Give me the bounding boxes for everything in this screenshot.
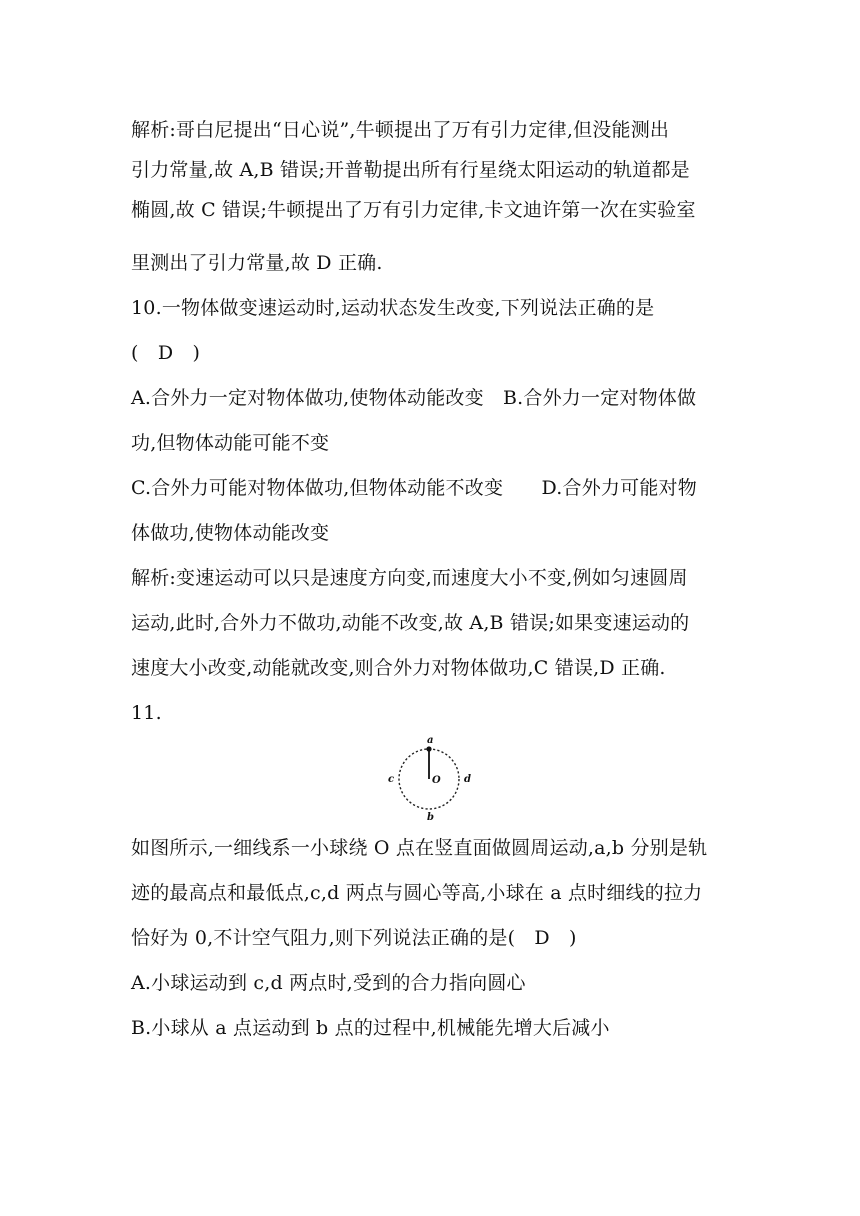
label-a: a xyxy=(427,735,434,746)
text-line: 引力常量,故 A,B 错误;开普勒提出所有行星绕太阳运动的轨道都是 xyxy=(131,159,690,181)
option-line: A.合外力一定对物体做功,使物体动能改变 B.合外力一定对物体做 xyxy=(131,387,697,409)
text-line: 恰好为 0,不计空气阻力,则下列说法正确的是( D ) xyxy=(131,927,577,949)
text-line: 解析:哥白尼提出“日心说”,牛顿提出了万有引力定律,但没能测出 xyxy=(131,119,670,141)
option-line: 体做功,使物体动能改变 xyxy=(131,522,330,544)
text-line: 运动,此时,合外力不做功,动能不改变,故 A,B 错误;如果变速运动的 xyxy=(131,612,690,634)
text-line: 解析:变速运动可以只是速度方向变,而速度大小不变,例如匀速圆周 xyxy=(131,567,688,589)
question-10-answer: ( D ) xyxy=(131,342,201,364)
text-line: 速度大小改变,动能就改变,则合外力对物体做功,C 错误,D 正确. xyxy=(131,657,666,679)
text-line: 椭圆,故 C 错误;牛顿提出了万有引力定律,卡文迪许第一次在实验室 xyxy=(131,199,696,221)
label-o: O xyxy=(432,775,441,786)
label-b: b xyxy=(427,812,434,823)
text-line: 如图所示,一细线系一小球绕 O 点在竖直面做圆周运动,a,b 分别是轨 xyxy=(131,837,708,859)
question-10-stem: 10.一物体做变速运动时,运动状态发生改变,下列说法正确的是 xyxy=(131,297,655,319)
label-c: c xyxy=(388,774,395,785)
text-line: 里测出了引力常量,故 D 正确. xyxy=(131,252,383,274)
option-line: A.小球运动到 c,d 两点时,受到的合力指向圆心 xyxy=(131,972,526,994)
option-line: C.合外力可能对物体做功,但物体动能不改变 D.合外力可能对物 xyxy=(131,477,697,499)
option-line: 功,但物体动能可能不变 xyxy=(131,432,330,454)
ball xyxy=(426,746,431,751)
option-line: B.小球从 a 点运动到 b 点的过程中,机械能先增大后减小 xyxy=(131,1017,610,1039)
circle-diagram xyxy=(382,734,482,826)
label-d: d xyxy=(464,774,471,785)
circular-motion-figure xyxy=(382,734,482,826)
text-line: 迹的最高点和最低点,c,d 两点与圆心等高,小球在 a 点时细线的拉力 xyxy=(131,882,703,904)
question-11-number: 11. xyxy=(131,702,162,724)
